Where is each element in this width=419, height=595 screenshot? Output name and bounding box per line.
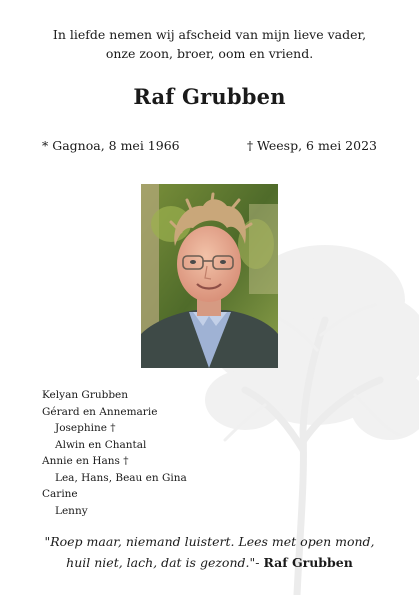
- deceased-name: Raf Grubben: [133, 84, 286, 109]
- family-member: Carine: [42, 488, 78, 500]
- family-member: Lea, Hans, Beau en Gina: [55, 471, 187, 484]
- quote-text-2: huil niet, lach, dat is gezond.": [66, 555, 256, 570]
- family-member: Alwin en Chantal: [55, 438, 147, 451]
- family-member: Gérard en Annemarie: [42, 405, 158, 418]
- quote-author: Raf Grubben: [263, 555, 353, 570]
- death-info: † Weesp, 6 mei 2023: [246, 138, 377, 153]
- family-member: Kelyan Grubben: [42, 389, 129, 401]
- family-list: [42, 387, 282, 519]
- intro-text: [0, 25, 419, 63]
- quote: [0, 531, 419, 573]
- family-member: Josephine †: [55, 422, 116, 434]
- portrait-photo: [141, 184, 278, 368]
- intro-line-1: In liefde nemen wij afscheid van mijn lieve vader,: [52, 27, 367, 42]
- family-member: Lenny: [55, 504, 88, 517]
- intro-line-2: onze zoon, broer, oom en vriend.: [105, 46, 314, 61]
- quote-separator: -: [255, 555, 264, 570]
- quote-line-2: [0, 552, 419, 573]
- family-member: Annie en Hans †: [42, 455, 129, 467]
- birth-info: * Gagnoa, 8 mei 1966: [42, 138, 180, 153]
- quote-line-1: "Roep maar, niemand luistert. Lees met open mond,: [44, 534, 375, 549]
